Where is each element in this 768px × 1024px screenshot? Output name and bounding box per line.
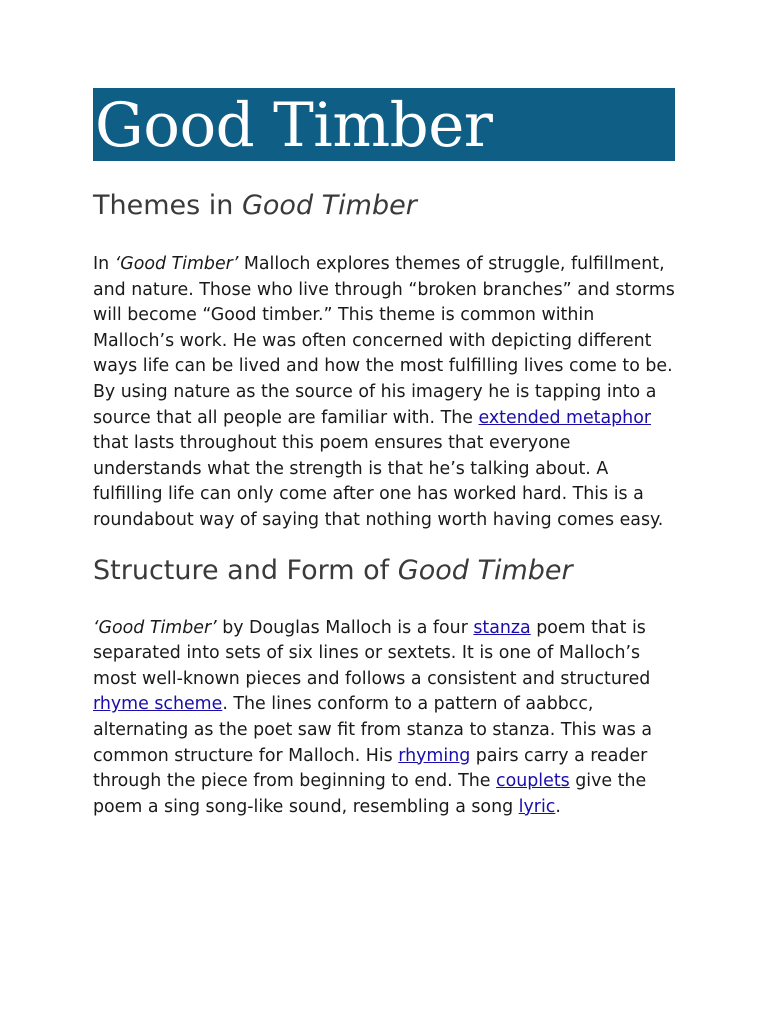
themes-poem-title: ‘Good Timber’: [114, 254, 239, 274]
themes-text-2: Malloch explores themes of struggle, fulfillment, and nature. Those who live through “broken branches” and storms will become “Good timber.” This theme is common within Malloch’s work. He was often concerned with depicting different ways life can be lived and how the most fulfilling lives come to be. By using nature as the source of his imagery he is tapping into a source that all people are familiar with. The: [93, 254, 675, 428]
rhyming-link[interactable]: rhyming: [398, 745, 471, 766]
couplets-link[interactable]: couplets: [496, 771, 570, 792]
structure-heading: [93, 554, 675, 588]
structure-text-4: pairs carry a reader through the piece from beginning to end. The: [93, 745, 648, 792]
themes-heading-title: Good Timber: [241, 190, 417, 221]
stanza-link[interactable]: stanza: [473, 617, 531, 638]
document-page: [93, 88, 675, 820]
page-title: Good Timber: [95, 90, 493, 161]
themes-paragraph: [93, 252, 675, 534]
rhyme-scheme-link[interactable]: rhyme scheme: [93, 694, 223, 715]
themes-heading-prefix: Themes in: [93, 190, 242, 221]
lyric-link[interactable]: lyric: [518, 796, 556, 817]
structure-text-5: give the poem a sing song-like sound, resembling a song: [93, 771, 647, 817]
structure-heading-title: Good Timber: [397, 554, 573, 586]
title-banner: [93, 88, 675, 161]
structure-heading-prefix: Structure and Form of: [93, 554, 398, 586]
structure-poem-title: ‘Good Timber’: [93, 617, 217, 638]
themes-heading: [93, 189, 675, 223]
structure-text-6: .: [555, 796, 561, 817]
structure-text-3: . The lines conform to a pattern of aabbcc, alternating as the poet saw fit from stanza to stanza. This was a common structure for Malloch. His: [93, 694, 653, 766]
structure-text-1: by Douglas Malloch is a four: [216, 617, 474, 638]
structure-text-2: poem that is separated into sets of six lines or sextets. It is one of Malloch’s most well-known pieces and follows a consistent and structured: [93, 617, 651, 689]
extended-metaphor-link[interactable]: extended metaphor: [478, 407, 651, 428]
structure-paragraph: [93, 616, 675, 821]
themes-text-1: In: [93, 254, 115, 274]
themes-text-3: that lasts throughout this poem ensures that everyone understands what the strength is that he’s talking about. A fulfilling life can only come after one has worked hard. This is a roundabout way of saying that nothing worth having comes easy.: [93, 433, 664, 530]
